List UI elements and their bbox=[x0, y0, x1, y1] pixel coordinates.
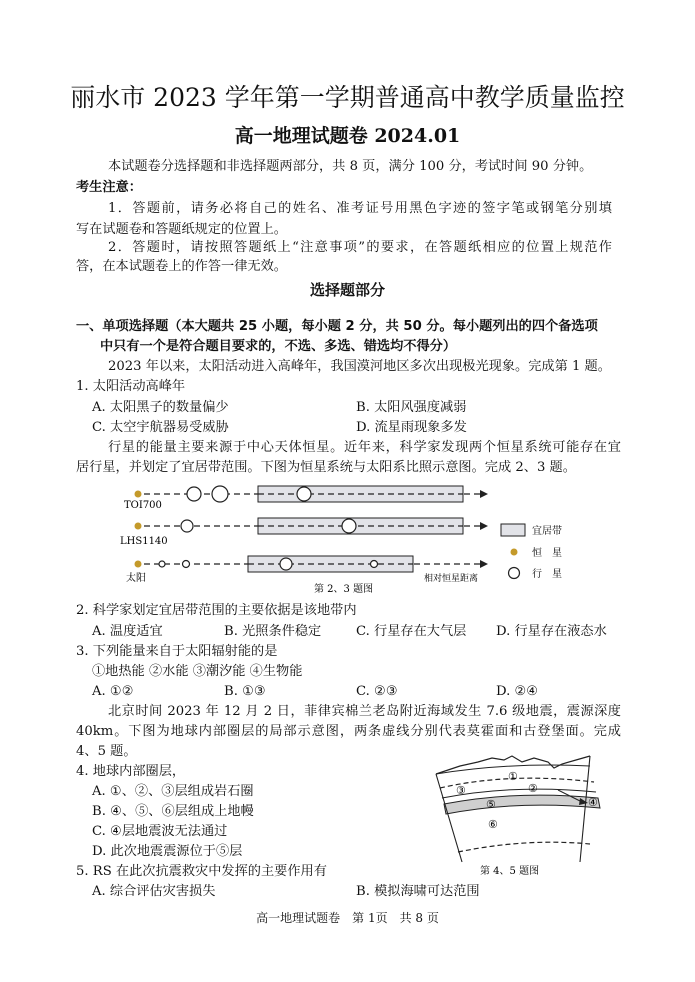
planet-circle bbox=[181, 520, 193, 532]
legend-planet-circle bbox=[509, 568, 520, 579]
star-dot bbox=[135, 491, 142, 498]
q3-option-c: C. ②③ bbox=[356, 684, 398, 699]
layer-label-5: ⑤ bbox=[486, 798, 496, 811]
q2-question: 2. 科学家划定宜居带范围的主要依据是该地带内 bbox=[76, 603, 357, 618]
notice-1a: 1．答题前，请务必将自己的姓名、准考证号用黑色字迹的签字笔或钢笔分别填 bbox=[108, 201, 612, 216]
q2-option-c: C. 行星存在大气层 bbox=[356, 624, 467, 639]
q5-option-a: A. 综合评估灾害损失 bbox=[92, 884, 216, 899]
layer-label-3: ③ bbox=[456, 784, 466, 797]
q2-option-a: A. 温度适宜 bbox=[92, 624, 163, 639]
q4-option-c: C. ④层地震波无法通过 bbox=[92, 824, 228, 839]
legend-hz: 宜居带 bbox=[532, 526, 562, 537]
q5-question: 5. RS 在此次抗震救灾中发挥的主要作用有 bbox=[76, 864, 327, 879]
planet-circle bbox=[297, 487, 311, 501]
planet-circle bbox=[187, 487, 201, 501]
figure-caption: 第 2、3 题图 bbox=[314, 584, 374, 595]
q1-stem: 2023 年以来，太阳活动进入高峰年，我国漠河地区多次出现极光现象。完成第 1 题。 bbox=[108, 359, 611, 374]
q4-option-b: B. ④、⑤、⑥层组成上地幔 bbox=[92, 804, 254, 819]
planet-circle bbox=[342, 519, 356, 533]
star-label-2: LHS1140 bbox=[120, 536, 168, 547]
q4-question: 4. 地球内部圈层， bbox=[76, 764, 186, 779]
star-label-1: TOI700 bbox=[124, 500, 162, 511]
q3-option-d: D. ②④ bbox=[496, 684, 539, 699]
layer-label-1: ① bbox=[508, 770, 518, 783]
q4-option-d: D. 此次地震震源位于⑤层 bbox=[92, 844, 243, 859]
layer-label-2: ② bbox=[528, 782, 538, 795]
asthenosphere-band bbox=[444, 795, 600, 814]
q2-option-d: D. 行星存在液态水 bbox=[496, 624, 607, 639]
habitable-zone-figure bbox=[118, 478, 598, 598]
notice-1b: 写在试题卷和答题纸规定的位置上。 bbox=[76, 222, 287, 237]
notice-2b: 答，在本试题卷上的作答一律无效。 bbox=[76, 259, 287, 274]
star-label-3: 太阳 bbox=[126, 573, 146, 584]
q1-option-a: A. 太阳黑子的数量偏少 bbox=[92, 400, 229, 415]
q23-stem-2: 居行星，并划定了宜居带范围。下图为恒星系统与太阳系比照示意图。完成 2、3 题。 bbox=[76, 460, 576, 475]
section-heading-1: 一、单项选择题（本大题共 25 小题，每小题 2 分，共 50 分。每小题列出的四个备选项 bbox=[76, 319, 598, 334]
q1-question: 1. 太阳活动高峰年 bbox=[76, 379, 186, 394]
arrow-head bbox=[480, 522, 488, 530]
q4-option-a: A. ①、②、③层组成岩石圈 bbox=[92, 784, 254, 799]
page-title: 丽水市 2023 学年第一学期普通高中教学质量监控 bbox=[70, 83, 625, 112]
section-title: 选择题部分 bbox=[309, 281, 385, 299]
planet-circle bbox=[159, 561, 165, 567]
page-subtitle: 高一地理试题卷 2024.01 bbox=[234, 125, 461, 147]
q23-stem-1: 行星的能量主要来源于中心天体恒星。近年来，科学家发现两个恒星系统可能存在宜 bbox=[108, 440, 621, 455]
intro-line: 本试题卷分选择题和非选择题两部分，共 8 页，满分 100 分，考试时间 90 分钟。 bbox=[108, 159, 593, 174]
legend-star-dot bbox=[511, 549, 518, 556]
q45-stem-1: 北京时间 2023 年 12 月 2 日，菲律宾棉兰老岛附近海域发生 7.6 级地震，震源深度 bbox=[108, 704, 621, 719]
planet-circle bbox=[212, 486, 228, 502]
q2-option-b: B. 光照条件稳定 bbox=[224, 624, 322, 639]
earth-interior-figure bbox=[430, 752, 610, 882]
gutenberg-dashed bbox=[458, 842, 590, 852]
planet-circle bbox=[280, 558, 292, 570]
notice-2a: 2．答题时，请按照答题纸上“注意事项”的要求，在答题纸相应的位置上规范作 bbox=[108, 240, 612, 255]
legend-planet: 行 星 bbox=[532, 569, 562, 580]
q45-stem-2: 40km。下图为地球内部圈层的局部示意图，两条虚线分别代表莫霍面和古登堡面。完成 bbox=[76, 724, 621, 739]
right-edge bbox=[580, 756, 590, 862]
q1-option-c: C. 太空宇航器易受威胁 bbox=[92, 420, 229, 435]
q3-option-a: A. ①② bbox=[92, 684, 134, 699]
figure-caption-2: 第 4、5 题图 bbox=[480, 866, 540, 877]
q3-question: 3. 下列能量来自于太阳辐射能的是 bbox=[76, 644, 278, 659]
axis-label: 相对恒星距离 bbox=[424, 574, 479, 584]
page-footer: 高一地理试题卷 第 1页 共 8 页 bbox=[256, 911, 439, 925]
planet-circle bbox=[183, 561, 190, 568]
planet-circle bbox=[371, 561, 378, 568]
q45-stem-3: 4、5 题。 bbox=[76, 744, 137, 759]
arrow-head bbox=[480, 560, 488, 568]
layer-label-6: ⑥ bbox=[488, 818, 498, 831]
star-dot bbox=[135, 561, 142, 568]
q3-items: ①地热能 ②水能 ③潮汐能 ④生物能 bbox=[92, 664, 303, 679]
legend-swatch-hz bbox=[501, 524, 525, 536]
q1-option-b: B. 太阳风强度减弱 bbox=[356, 400, 467, 415]
q3-option-b: B. ①③ bbox=[224, 684, 266, 699]
section-heading-2: 中只有一个是符合题目要求的，不选、多选、错选均不得分） bbox=[100, 339, 457, 354]
layer-label-4: ④ bbox=[588, 796, 598, 809]
q5-option-b: B. 模拟海啸可达范围 bbox=[356, 884, 480, 899]
q1-option-d: D. 流星雨现象多发 bbox=[356, 420, 467, 435]
notice-title: 考生注意： bbox=[76, 180, 142, 195]
arrow-head bbox=[480, 490, 488, 498]
legend-star: 恒 星 bbox=[532, 548, 562, 559]
star-dot bbox=[135, 523, 142, 530]
